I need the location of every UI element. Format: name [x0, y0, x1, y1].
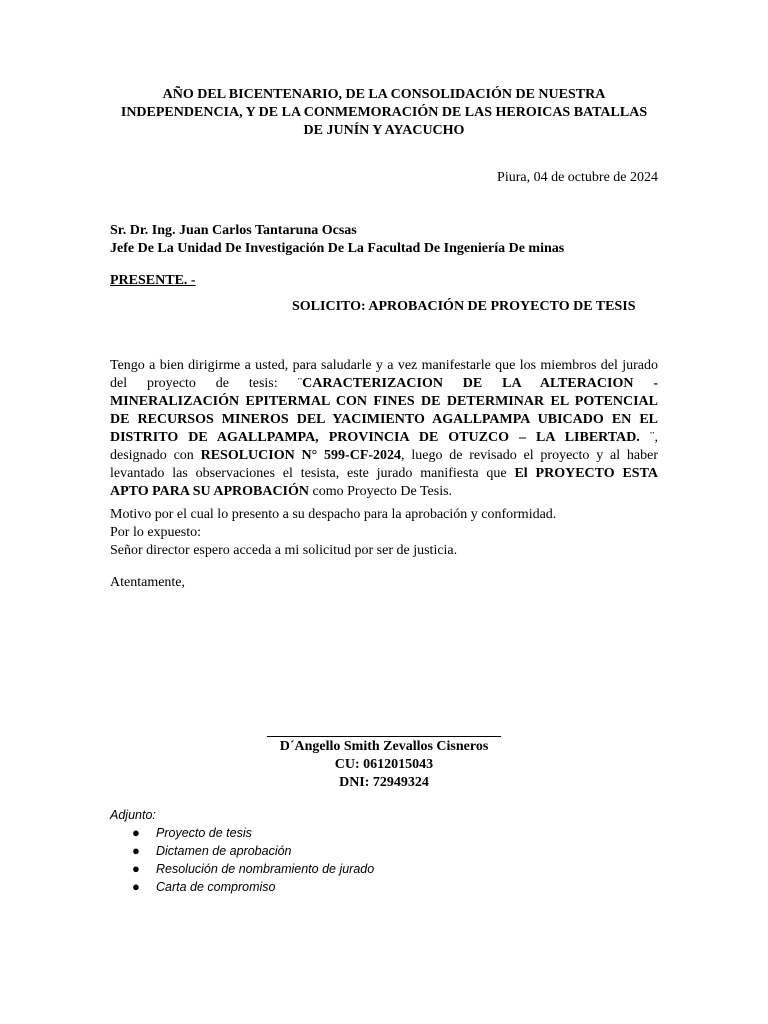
- body-line: [110, 375, 658, 393]
- attachment-label: Proyecto de tesis: [156, 826, 252, 840]
- bullet-icon: ●: [132, 825, 140, 840]
- body-text: levantado las observaciones el tesista, este jurado manifiesta que: [110, 466, 515, 481]
- recipient-block: [110, 222, 658, 258]
- closing-line: Señor director espero acceda a mi solicitud por ser de justicia.: [110, 543, 458, 558]
- thesis-title: CARACTERIZACION DE LA ALTERACION -: [302, 376, 658, 391]
- signature-block: [234, 738, 534, 792]
- closing-salutation: Atentamente,: [110, 575, 186, 590]
- body-line: [110, 465, 658, 483]
- thesis-title: MINERALIZACIÓN EPITERMAL CON FINES DE DETERMINAR EL POTENCIAL: [110, 394, 658, 409]
- thesis-title: DISTRITO DE AGALLPAMPA, PROVINCIA DE OTUZCO – LA LIBERTAD.: [110, 430, 640, 445]
- body-line: Tengo a bien dirigirme a usted, para saludarle y a vez manifestarle que los miembros del jurado: [110, 358, 658, 373]
- bullet-icon: ●: [132, 843, 140, 858]
- approval-statement: APTO PARA SU APROBACIÓN: [110, 484, 310, 499]
- attachment-label: Resolución de nombramiento de jurado: [156, 862, 375, 876]
- body-line: [110, 429, 658, 447]
- bullet-icon: ●: [132, 879, 140, 894]
- closing-line: Por lo expuesto:: [110, 525, 201, 540]
- signer-name: D´Angello Smith Zevallos Cisneros: [279, 739, 489, 754]
- attachments-label: Adjunto:: [110, 808, 156, 822]
- body-text: , luego de revisado el proyecto y al haber: [401, 448, 658, 463]
- thesis-title: DE RECURSOS MINEROS DEL YACIMIENTO AGALLPAMPA UBICADO EN EL: [110, 412, 658, 427]
- closing-block: [110, 506, 658, 560]
- closing-line: Motivo por el cual lo presento a su despacho para la aprobación y conformidad.: [110, 507, 557, 522]
- resolution-number: RESOLUCION N° 599-CF-2024: [200, 448, 402, 463]
- attachments-list: [110, 824, 374, 896]
- document-heading: [110, 86, 658, 140]
- signer-dni: DNI: 72949324: [339, 775, 429, 790]
- body-line: [110, 393, 658, 411]
- list-item: [110, 878, 374, 896]
- letter-date: Piura, 04 de octubre de 2024: [497, 170, 658, 185]
- recipient-name: Sr. Dr. Ing. Juan Carlos Tantaruna Ocsas: [110, 223, 357, 238]
- heading-line: INDEPENDENCIA, Y DE LA CONMEMORACIÓN DE LAS HEROICAS BATALLAS: [120, 105, 648, 120]
- approval-statement: El PROYECTO ESTA: [514, 466, 658, 481]
- subject-line: SOLICITO: APROBACIÓN DE PROYECTO DE TESIS: [292, 299, 636, 314]
- list-item: [110, 842, 374, 860]
- body-line: [110, 483, 658, 501]
- body-text: del proyecto de tesis: ¨: [110, 376, 303, 391]
- body-text: como Proyecto De Tesis.: [309, 484, 453, 499]
- heading-line: AÑO DEL BICENTENARIO, DE LA CONSOLIDACIÓN DE NUESTRA: [162, 87, 606, 102]
- body-line: [110, 447, 658, 465]
- recipient-position: Jefe De La Unidad De Investigación De La Facultad De Ingeniería De minas: [110, 241, 565, 256]
- body-text: designado con: [110, 448, 201, 463]
- attachment-label: Dictamen de aprobación: [156, 844, 292, 858]
- heading-line: DE JUNÍN Y AYACUCHO: [303, 123, 465, 138]
- list-item: [110, 824, 374, 842]
- signature-line: [267, 736, 501, 737]
- body-line: [110, 411, 658, 429]
- body-text: ¨,: [639, 430, 658, 445]
- attachment-label: Carta de compromiso: [156, 880, 276, 894]
- presente-label: PRESENTE. -: [110, 273, 196, 288]
- list-item: [110, 860, 374, 878]
- bullet-icon: ●: [132, 861, 140, 876]
- signer-cu: CU: 0612015043: [334, 757, 434, 772]
- body-paragraph: [110, 357, 658, 501]
